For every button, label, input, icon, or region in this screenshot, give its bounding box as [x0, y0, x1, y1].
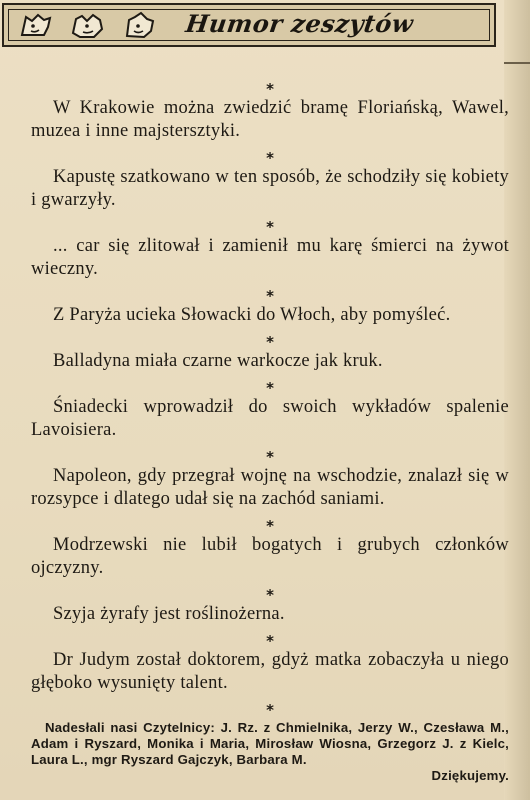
face-left-icon: [18, 11, 54, 41]
face-middle-icon: [70, 11, 106, 41]
joke-item: Balladyna miała czarne warkocze jak kruk.: [53, 351, 383, 371]
separator-star: *: [266, 80, 274, 98]
article-body: [31, 82, 509, 784]
separator-star: *: [266, 586, 274, 604]
joke-item: Szyja żyrafy jest roślinożerna.: [53, 604, 285, 624]
separator-star: *: [266, 632, 274, 650]
joke-item: Kapustę szatkowano w ten sposób, że schodziły się kobiety i gwarzyły.: [31, 167, 509, 210]
edge-divider: [504, 62, 530, 64]
separator-star: *: [266, 379, 274, 397]
separator-star: *: [266, 448, 274, 466]
joke-item: Z Paryża ucieka Słowacki do Włoch, aby pomyśleć.: [53, 305, 451, 325]
separator-star: *: [266, 218, 274, 236]
thanks-text: Dziękujemy.: [431, 768, 509, 783]
credits-text: Nadesłali nasi Czytelnicy: J. Rz. z Chmielnika, Jerzy W., Czesława M., Adam i Ryszard, Monika i Maria, Mirosław Wiosna, Grzegorz J. z Kielc, Laura L., mgr Ryszard Gajczyk, Barbara M.: [31, 720, 509, 767]
separator-star: *: [266, 701, 274, 719]
separator-star: *: [266, 333, 274, 351]
joke-item: Modrzewski nie lubił bogatych i grubych członków ojczyzny.: [31, 535, 509, 578]
separator-star: *: [266, 287, 274, 305]
joke-item: Dr Judym został doktorem, gdyż matka zobaczyła u niego głęboko wysunięty talent.: [31, 650, 509, 693]
joke-item: W Krakowie można zwiedzić bramę Floriańską, Wawel, muzea i inne majstersztyki.: [31, 98, 509, 141]
section-title: Humor zeszytów: [183, 9, 416, 38]
face-right-icon: [122, 11, 158, 41]
joke-item: Śniadecki wprowadził do swoich wykładów spalenie Lavoisiera.: [31, 397, 509, 440]
separator-star: *: [266, 149, 274, 167]
section-header: [2, 3, 496, 47]
separator-star: *: [266, 517, 274, 535]
joke-item: Napoleon, gdy przegrał wojnę na wschodzie, znalazł się w rozsypce i dlatego udał się na zachód saniami.: [31, 466, 509, 509]
joke-item: ... car się zlitował i zamienił mu karę śmierci na żywot wieczny.: [31, 236, 509, 279]
